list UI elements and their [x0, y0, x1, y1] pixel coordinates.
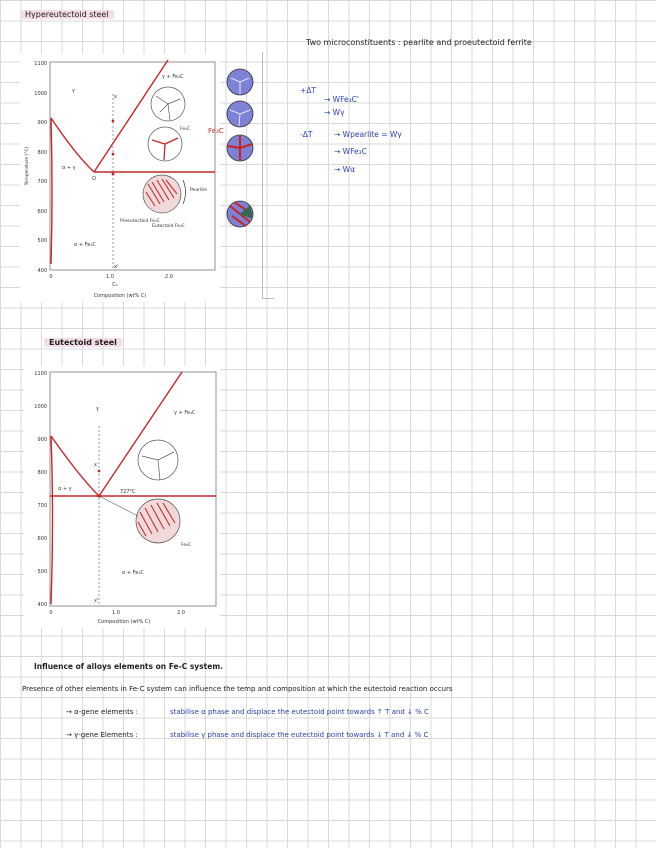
y-tick: 1100	[34, 371, 47, 377]
label-eutectoid: Eutectoid Fe₃C	[152, 224, 185, 229]
label-gamma: γ	[96, 406, 99, 412]
microconstituents-note: Two microconstituents : pearlite and proeutectoid ferrite	[306, 38, 532, 47]
influence-body: Presence of other elements in Fe-C system can influence the temp and composition at which the eutectoid reaction occurs	[22, 685, 453, 693]
label-gamma: γ	[72, 88, 75, 94]
x-tick: 0	[49, 610, 53, 616]
label-fe3c-micro: Fe₃C	[181, 543, 192, 548]
label-point-x2: x'	[94, 598, 99, 604]
notes-divider	[262, 52, 263, 298]
hypereutectoid-title: Hypereutectoid steel	[20, 10, 114, 19]
y-tick: 1100	[34, 61, 47, 67]
y-tick: 500	[37, 569, 47, 575]
y-tick: 1000	[34, 91, 47, 97]
bullet-gamma-lead: → γ-gene Elements :	[66, 731, 138, 739]
notes-divider-bottom	[262, 298, 274, 299]
note-rhs-2: → Wγ	[324, 108, 345, 117]
y-tick: 700	[37, 179, 47, 185]
label-pearlite: Pearlite	[190, 188, 207, 193]
microstructure-gamma	[138, 440, 178, 480]
fe3c-side-label: Fe₃C	[208, 127, 224, 135]
label-gamma-fe3c: γ + Fe₃C	[174, 410, 196, 416]
y-tick: 700	[37, 503, 47, 509]
x-tick: 0	[49, 274, 53, 280]
label-point-x: x	[94, 462, 97, 468]
label-gamma-fe3c: γ + Fe₃C	[162, 74, 184, 80]
label-alpha-gamma: α + γ	[58, 486, 72, 492]
y-tick: 600	[37, 536, 47, 542]
label-alpha-gamma: α + γ	[62, 165, 76, 171]
label-alpha-fe3c: α + Fe₃C	[122, 570, 144, 576]
bullet-gamma-text: stabilise γ phase and displace the eutectoid point towards ↓ T and ↓ % C	[170, 731, 429, 739]
x-tick: 2.0	[165, 274, 173, 280]
label-point-x: x	[114, 94, 117, 100]
x-sub-label: C₁	[112, 282, 118, 288]
label-point-o: O	[92, 176, 96, 182]
y-tick: 900	[37, 437, 47, 443]
x-axis-label: Composition (wt% C)	[97, 619, 151, 625]
microstructure-pearlite	[143, 175, 181, 213]
label-proeutectoid: Proeutectoid Fe₃C	[120, 219, 160, 224]
x-tick: 1.0	[112, 610, 120, 616]
bullet-alpha-text: stabilise α phase and displace the eutectoid point towards ↑ T and ↓ % C	[170, 708, 429, 716]
eutectoid-diagram	[24, 366, 220, 628]
y-tick: 600	[37, 209, 47, 215]
label-alpha-fe3c: α + Fe₃C	[74, 242, 96, 248]
eutectoid-title: Eutectoid steel	[44, 338, 122, 347]
note-rhs-1: → WFe₃C'	[324, 95, 359, 104]
hypereutectoid-diagram	[20, 54, 220, 302]
y-tick: 900	[37, 120, 47, 126]
label-point-x2: x'	[114, 264, 119, 270]
x-axis-label: Composition (wt% C)	[93, 293, 147, 299]
note-lhs-1: +ΔT	[300, 86, 316, 95]
x-tick: 1.0	[106, 274, 114, 280]
y-tick: 400	[37, 602, 47, 608]
y-tick: 800	[37, 150, 47, 156]
label-fe3c-micro: Fe₃C	[180, 127, 191, 132]
microstructure-gamma-fe3c	[148, 127, 182, 161]
y-axis-label: Temperature (°C)	[25, 146, 30, 186]
label-727: 727°C	[120, 489, 136, 495]
microstructure-gamma	[151, 87, 185, 121]
y-tick: 500	[37, 238, 47, 244]
note-rhs-4: → WFe₃C	[334, 147, 367, 156]
note-rhs-5: → Wα	[334, 165, 356, 174]
side-microstructures	[222, 66, 266, 236]
y-tick: 400	[37, 268, 47, 274]
y-tick: 800	[37, 470, 47, 476]
x-tick: 2.0	[177, 610, 185, 616]
influence-title: Influence of alloys elements on Fe-C system.	[34, 662, 223, 671]
bullet-alpha-lead: → α-gene elements :	[66, 708, 139, 716]
note-rhs-3: → Wpearlite = Wγ	[334, 130, 402, 139]
y-tick: 1000	[34, 404, 47, 410]
note-lhs-3: -ΔT	[300, 130, 313, 139]
microstructure-pearlite	[136, 499, 180, 543]
